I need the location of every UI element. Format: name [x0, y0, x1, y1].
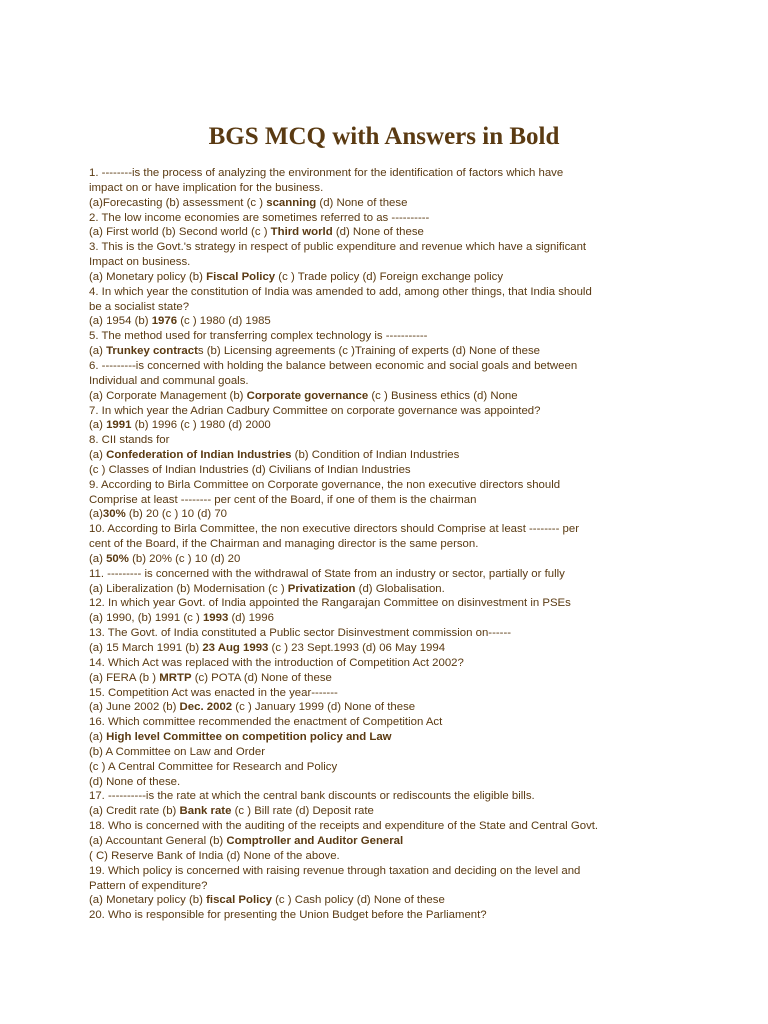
answer-text: Privatization: [287, 582, 356, 595]
answer-text: 23 Aug 1993: [202, 642, 269, 654]
line-text: impact on or have implication for the business.: [89, 181, 324, 194]
line-text: 5. The method used for transferring complex technology is -----------: [89, 330, 428, 343]
line-text: 19. Which policy is concerned with raising revenue through taxation and deciding on the level and: [89, 864, 581, 877]
text-line: [89, 804, 641, 819]
answer-text: fiscal Policy: [206, 894, 272, 907]
text-line: [89, 775, 641, 790]
text-line: [89, 596, 641, 611]
line-text: (a) Monetary policy (b): [89, 894, 207, 907]
line-text: (c ) 23 Sept.1993 (d) 06 May 1994: [268, 642, 446, 654]
line-text: (b) A Committee on Law and Order: [89, 745, 266, 758]
text-line: [89, 686, 641, 701]
line-text: (a) Accountant General (b): [89, 834, 227, 847]
text-line: [89, 908, 641, 923]
line-text: (a): [89, 449, 107, 462]
line-text: (a) Credit rate (b): [89, 805, 180, 818]
line-text: (c ) January 1999 (d) None of these: [232, 701, 416, 714]
line-text: 15. Competition Act was enacted in the year-------: [89, 686, 338, 699]
answer-text: MRTP: [159, 671, 192, 684]
answer-text: Corporate governance: [246, 389, 369, 402]
line-text: 8. CII stands for: [89, 434, 170, 447]
line-text: 14. Which Act was replaced with the introduction of Competition Act 2002?: [89, 656, 464, 669]
answer-text: 30%: [102, 508, 126, 521]
line-text: 1. --------is the process of analyzing the environment for the identification of factors which have: [89, 167, 564, 179]
line-text: (c ) A Central Committee for Research and Policy: [89, 760, 338, 773]
line-text: cent of the Board, if the Chairman and managing director is the same person.: [89, 538, 479, 551]
text-line: [89, 537, 641, 552]
text-line: [89, 344, 641, 359]
line-text: (c) POTA (d) None of these: [191, 671, 332, 684]
line-text: 12. In which year Govt. of India appointed the Rangarajan Committee on disinvestment in PSEs: [89, 597, 571, 610]
line-text: (a) First world (b) Second world (c ): [89, 226, 271, 239]
text-line: [89, 789, 641, 804]
document-title: BGS MCQ with Answers in Bold: [208, 123, 560, 150]
line-text: s (b) Licensing agreements (c )Training of experts (d) None of these: [197, 345, 540, 358]
text-line: [89, 493, 641, 508]
line-text: Pattern of expenditure?: [89, 879, 208, 892]
text-line: [89, 849, 641, 864]
document-body: [89, 166, 641, 923]
text-line: [89, 389, 641, 404]
line-text: (a) 1990, (b) 1991 (c ): [89, 612, 203, 625]
line-text: 16. Which committee recommended the enactment of Competition Act: [89, 716, 443, 729]
answer-text: 50%: [106, 552, 129, 565]
answer-text: 1991: [106, 419, 132, 432]
line-text: (d) Globalisation.: [355, 582, 445, 595]
line-text: 4. In which year the constitution of India was amended to add, among other things, that India should: [89, 285, 592, 298]
line-text: (a): [89, 508, 103, 521]
line-text: (d) None of these: [332, 226, 424, 239]
text-line: [89, 700, 641, 715]
line-text: (d) None of these.: [89, 775, 181, 788]
line-text: 7. In which year the Adrian Cadbury Committee on corporate governance was appointed?: [89, 404, 541, 417]
answer-text: Confederation of Indian Industries: [106, 449, 292, 462]
line-text: 17. ----------is the rate at which the central bank discounts or rediscounts the eligible bills.: [89, 790, 535, 803]
text-line: [89, 166, 641, 181]
line-text: (a): [89, 731, 107, 744]
text-line: [89, 760, 641, 775]
line-text: (c ) Bill rate (d) Deposit rate: [231, 805, 374, 818]
text-line: [89, 879, 641, 894]
line-text: (a) Monetary policy (b): [89, 270, 207, 283]
line-text: Impact on business.: [89, 256, 191, 269]
text-line: [89, 552, 641, 567]
text-line: [89, 225, 641, 240]
line-text: (c ) 1980 (d) 1985: [177, 315, 271, 328]
answer-text: 1993: [202, 612, 229, 625]
answer-text: Dec. 2002: [179, 701, 233, 714]
line-text: (a): [89, 345, 107, 358]
text-line: [89, 433, 641, 448]
answer-text: Comptroller and Auditor General: [226, 834, 404, 847]
answer-text: 1976: [151, 315, 178, 328]
text-line: [89, 671, 641, 686]
line-text: 10. According to Birla Committee, the non executive directors should Comprise at least -------- per: [89, 523, 579, 536]
line-text: 3. This is the Govt.'s strategy in respect of public expenditure and revenue which have a significant: [89, 241, 587, 254]
line-text: 6. ---------is concerned with holding the balance between economic and social goals and between: [89, 359, 578, 372]
text-line: [89, 507, 641, 522]
line-text: (c ) Cash policy (d) None of these: [271, 894, 445, 907]
text-line: [89, 641, 641, 656]
text-line: [89, 819, 641, 834]
line-text: (b) 20 (c ) 10 (d) 70: [125, 508, 228, 521]
text-line: [89, 314, 641, 329]
line-text: 20. Who is responsible for presenting the Union Budget before the Parliament?: [89, 909, 487, 922]
line-text: Comprise at least -------- per cent of the Board, if one of them is the chairman: [89, 493, 477, 506]
line-text: (b) Condition of Indian Industries: [291, 449, 460, 462]
text-line: [89, 715, 641, 730]
text-line: [89, 834, 641, 849]
line-text: (a) FERA (b ): [89, 671, 160, 684]
line-text: 9. According to Birla Committee on Corporate governance, the non executive directors should: [89, 478, 561, 491]
answer-text: Fiscal Policy: [206, 270, 276, 283]
line-text: (a) June 2002 (b): [89, 701, 180, 714]
text-line: [89, 418, 641, 433]
line-text: 2. The low income economies are sometimes referred to as ----------: [89, 211, 430, 224]
text-line: [89, 196, 641, 211]
line-text: (a): [89, 552, 107, 565]
answer-text: High level Committee on competition policy and Law: [106, 731, 392, 744]
text-line: [89, 522, 641, 537]
answer-text: Third world: [270, 226, 333, 239]
line-text: ( C) Reserve Bank of India (d) None of the above.: [89, 849, 340, 862]
line-text: Individual and communal goals.: [89, 374, 249, 387]
line-text: (a) 1954 (b): [89, 315, 152, 328]
text-line: [89, 359, 641, 374]
line-text: (d) 1996: [228, 612, 274, 625]
text-line: [89, 374, 641, 389]
answer-text: scanning: [266, 196, 317, 209]
text-line: [89, 463, 641, 478]
line-text: (c ) Classes of Indian Industries (d) Civilians of Indian Industries: [89, 463, 411, 476]
text-line: [89, 611, 641, 626]
text-line: [89, 270, 641, 285]
text-line: [89, 730, 641, 745]
line-text: (b) 20% (c ) 10 (d) 20: [128, 552, 241, 565]
text-line: [89, 656, 641, 671]
text-line: [89, 404, 641, 419]
text-line: [89, 582, 641, 597]
text-line: [89, 893, 641, 908]
answer-text: Bank rate: [179, 805, 232, 818]
text-line: [89, 448, 641, 463]
text-line: [89, 478, 641, 493]
line-text: 18. Who is concerned with the auditing of the receipts and expenditure of the State and Central Govt.: [89, 820, 599, 833]
text-line: [89, 211, 641, 226]
text-line: [89, 626, 641, 641]
text-line: [89, 285, 641, 300]
line-text: (a) Liberalization (b) Modernisation (c ): [89, 582, 288, 595]
line-text: (c ) Trade policy (d) Foreign exchange policy: [275, 270, 504, 283]
text-line: [89, 240, 641, 255]
line-text: (a): [89, 419, 107, 432]
text-line: [89, 864, 641, 879]
answer-text: Trunkey contract: [106, 345, 198, 358]
line-text: 11. --------- is concerned with the withdrawal of State from an industry or sector, partially or fully: [89, 567, 565, 580]
text-line: [89, 329, 641, 344]
line-text: (d) None of these: [316, 196, 408, 209]
line-text: (a) 15 March 1991 (b): [89, 642, 203, 654]
line-text: (b) 1996 (c ) 1980 (d) 2000: [131, 419, 271, 432]
line-text: be a socialist state?: [89, 300, 190, 313]
text-line: [89, 745, 641, 760]
line-text: (a) Corporate Management (b): [89, 389, 247, 402]
text-line: [89, 567, 641, 582]
line-text: (a)Forecasting (b) assessment (c ): [89, 196, 267, 209]
text-line: [89, 255, 641, 270]
line-text: (c ) Business ethics (d) None: [368, 389, 518, 402]
line-text: 13. The Govt. of India constituted a Public sector Disinvestment commission on------: [89, 627, 512, 640]
text-line: [89, 300, 641, 315]
text-line: [89, 181, 641, 196]
